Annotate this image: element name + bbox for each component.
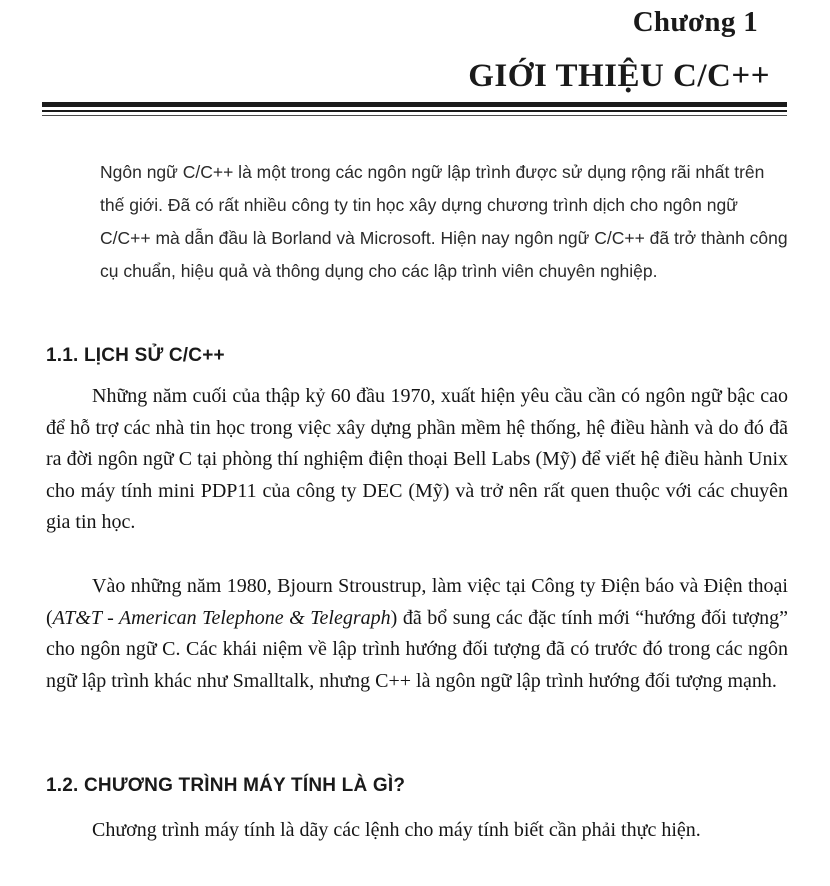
program-paragraph-1: Chương trình máy tính là dãy các lệnh cho máy tính biết cần phải thực hiện. bbox=[92, 819, 701, 841]
att-name-italic: AT&T - American Telephone & Telegraph bbox=[52, 606, 391, 629]
section-heading-history: 1.1. LỊCH SỬ C/C++ bbox=[46, 345, 225, 366]
title-rule bbox=[42, 102, 787, 116]
history-paragraph-1: Những năm cuối của thập kỷ 60 đầu 1970, xuất hiện yêu cầu cần có ngôn ngữ bậc cao để hỗ trợ các nhà tin học trong việc xây dựng phần mềm hệ thống, hệ điều hành và do đó đã ra đời ngôn ngữ C tại phòng thí nghiệm điện thoại Bell Labs (Mỹ) để viết hệ điều hành Unix cho máy tính mini PDP11 của công ty DEC (Mỹ) và trở nên rất quen thuộc với các chuyên gia tin học. bbox=[46, 385, 788, 533]
intro-paragraph: Ngôn ngữ C/C++ là một trong các ngôn ngữ lập trình được sử dụng rộng rãi nhất trên thế giới. Đã có rất nhiều công ty tin học xây dựng chương trình dịch cho ngôn ngữ C/C++ mà dẫn đầu là Borland và Microsoft. Hiện nay ngôn ngữ C/C++ đã trở thành công cụ chuẩn, hiệu quả và thông dụng cho các lập trình viên chuyên nghiệp. bbox=[100, 162, 788, 281]
para2-text-after: ) đã bổ sung các đặc tính mới “hướng đối tượng” cho ngôn ngữ C. Các khái niệm về lập trình hướng đối tượng đã có trước đó trong các ngôn ngữ lập trình khác như Smalltalk, nhưng C++ là ngôn ngữ lập trình hướng đối tượng mạnh. bbox=[46, 606, 788, 692]
section-heading-program: 1.2. CHƯƠNG TRÌNH MÁY TÍNH LÀ GÌ? bbox=[46, 775, 406, 796]
para2-text-before: Vào những năm 1980, Bjourn Stroustrup, làm việc tại Công ty Điện báo và Điện thoại ( bbox=[46, 575, 788, 629]
chapter-label: Chương 1 bbox=[632, 6, 758, 38]
chapter-title: GIỚI THIỆU C/C++ bbox=[468, 58, 770, 94]
history-paragraph-2 bbox=[46, 571, 788, 697]
